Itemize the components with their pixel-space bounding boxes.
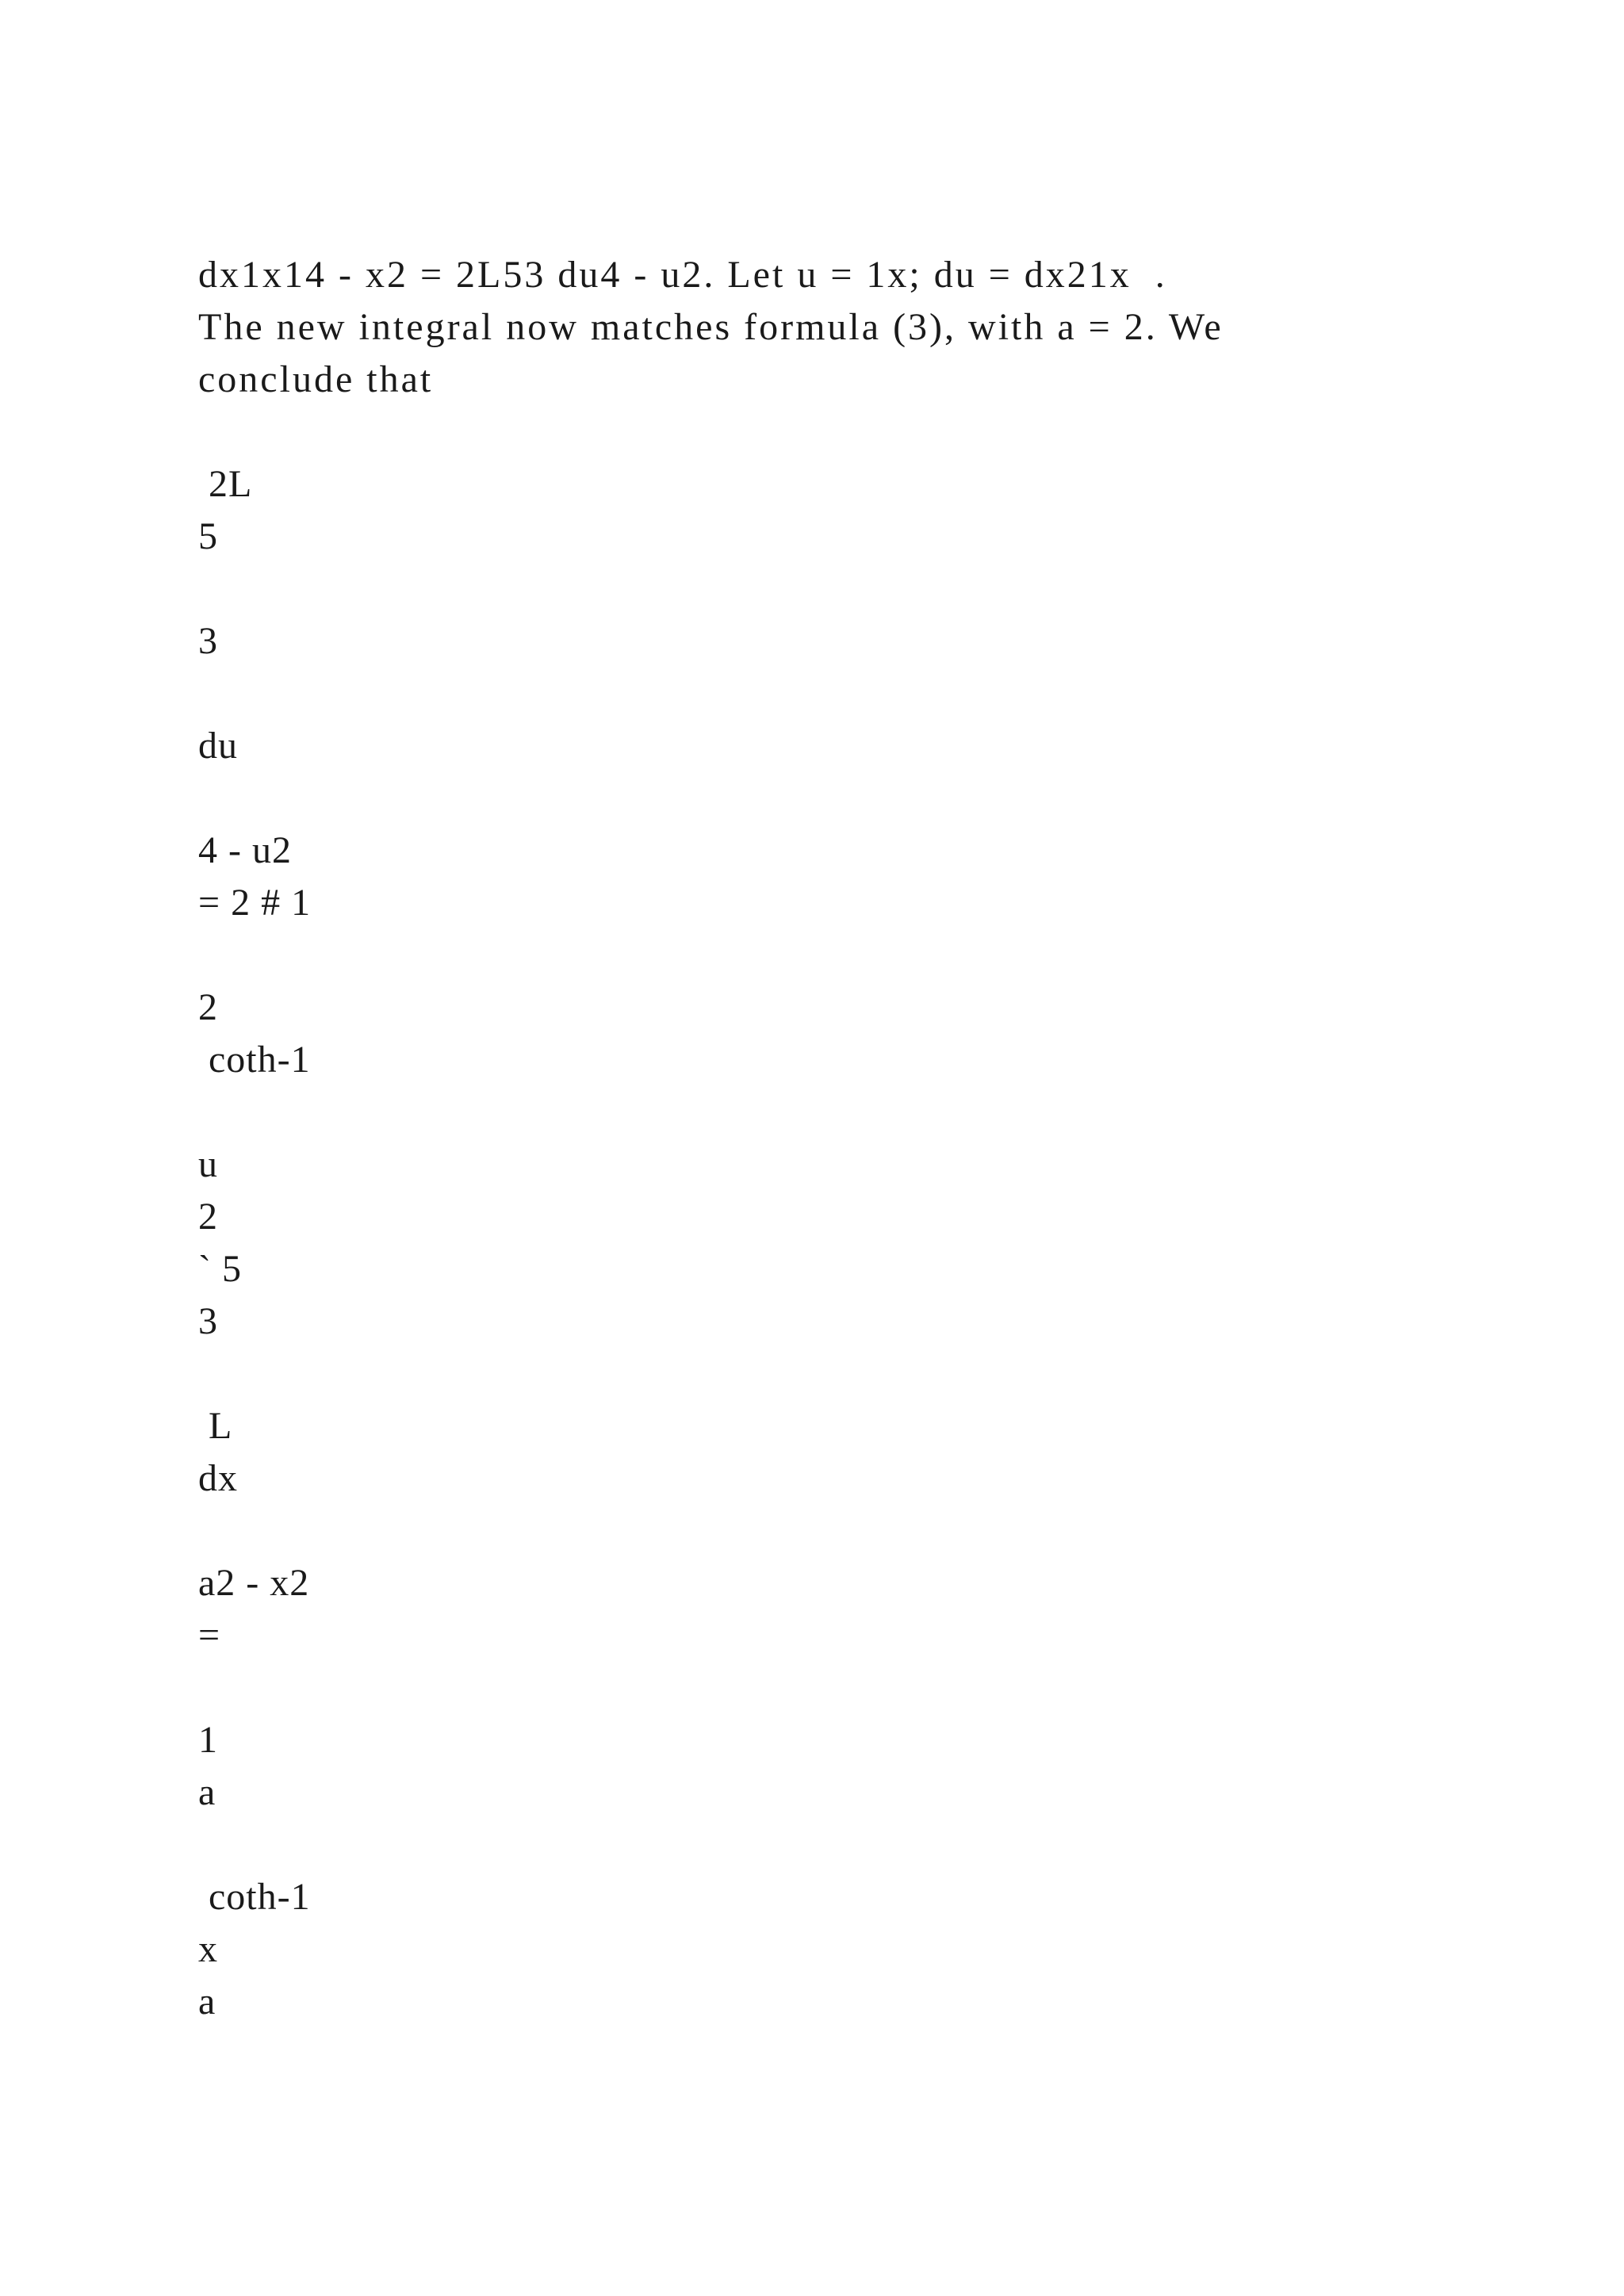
paragraph-line-2: The new integral now matches formula (3), with a = 2. We (198, 306, 1224, 348)
formula-fragment: a2 - x2 (198, 1562, 310, 1604)
formula-fragment: = (198, 1614, 221, 1656)
formula-fragment: 2 (198, 1196, 218, 1238)
formula-fragment: 1 (198, 1719, 218, 1761)
formula-fragment: x (198, 1928, 218, 1970)
formula-fragment: a (198, 1980, 216, 2022)
formula-fragment: coth-1 (198, 1876, 311, 1918)
formula-fragment: dx (198, 1457, 238, 1499)
formula-fragment: 4 - u2 (198, 829, 292, 871)
formula-fragment: 3 (198, 1300, 218, 1342)
formula-fragment: 2L (198, 463, 253, 505)
formula-fragment: 5 (198, 515, 218, 557)
formula-fragment: coth-1 (198, 1039, 311, 1081)
formula-fragment: = 2 # 1 (198, 882, 312, 924)
formula-fragment: a (198, 1771, 216, 1813)
formula-fragment: ` 5 (198, 1248, 242, 1290)
formula-fragment: u (198, 1143, 218, 1185)
paragraph-line-1: dx1x14 - x2 = 2L53 du4 - u2. Let u = 1x; du = dx21x . (198, 254, 1167, 296)
formula-fragment: 3 (198, 620, 218, 662)
paragraph-line-3: conclude that (198, 358, 434, 400)
formula-fragment: L (198, 1405, 233, 1447)
formula-fragment: du (198, 725, 238, 767)
formula-fragment: 2 (198, 986, 218, 1028)
